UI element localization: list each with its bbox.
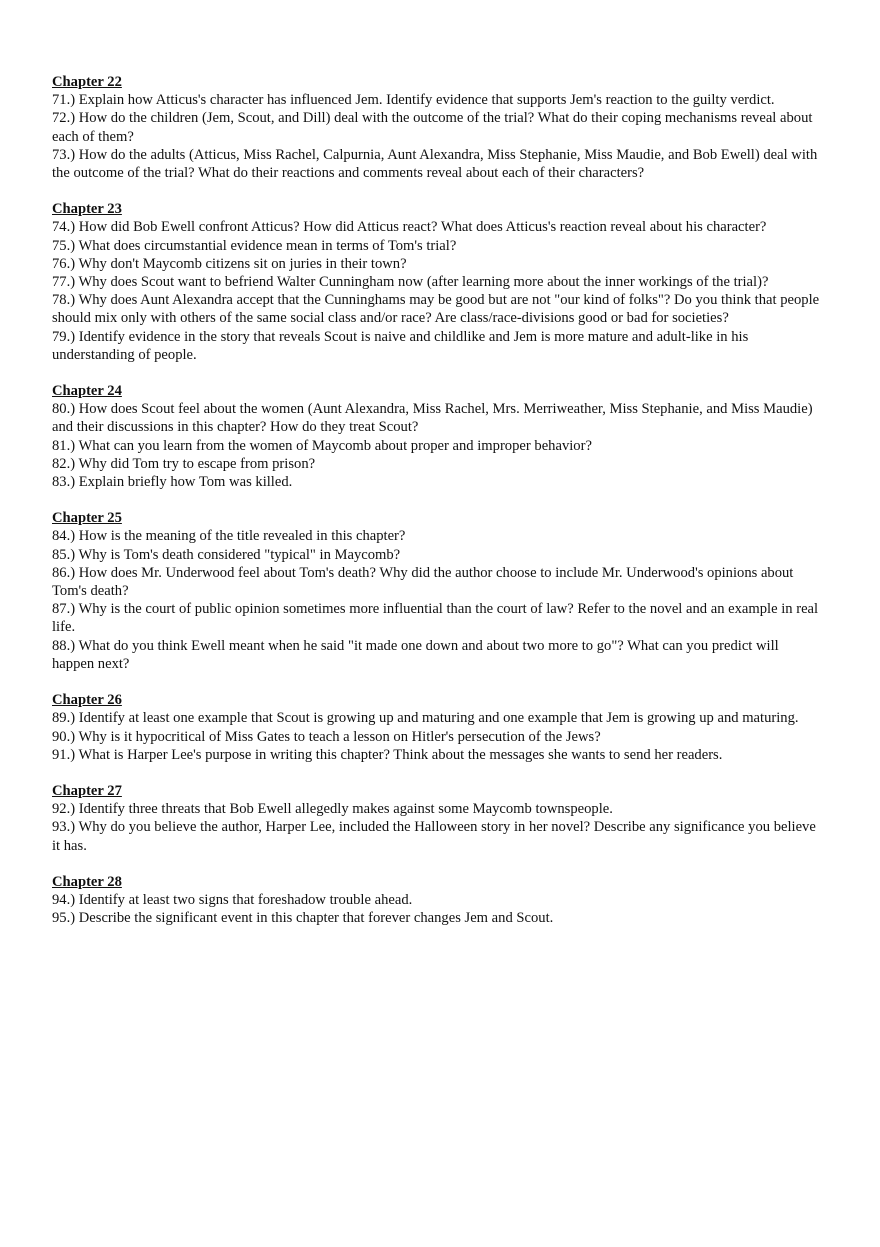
chapter-26-section	[52, 691, 824, 764]
question-79: 79.) Identify evidence in the story that reveals Scout is naive and childlike and Jem is more mature and adult-like in his understanding of people.	[52, 328, 749, 363]
question-86: 86.) How does Mr. Underwood feel about Tom's death? Why did the author choose to include Mr. Underwood's opinions about Tom's death?	[52, 564, 794, 600]
question-94: 94.) Identify at least two signs that foreshadow trouble ahead.	[52, 891, 413, 908]
question-90: 90.) Why is it hypocritical of Miss Gates to teach a lesson on Hitler's persecution of the Jews?	[52, 728, 601, 745]
question-73: 73.) How do the adults (Atticus, Miss Rachel, Calpurnia, Aunt Alexandra, Miss Stephanie, Miss Maudie, and Bob Ewell) deal with the outcome of the trial? What do their reactions and comments reveal about each of their characters?	[52, 146, 818, 182]
question-71: 71.) Explain how Atticus's character has influenced Jem. Identify evidence that supports Jem's reaction to the guilty verdict.	[52, 92, 775, 109]
chapter-heading: Chapter 23	[52, 201, 122, 218]
question-81: 81.) What can you learn from the women of Maycomb about proper and improper behavior?	[52, 437, 592, 454]
question-87: 87.) Why is the court of public opinion sometimes more influential than the court of law? Refer to the novel and an example in real life.	[52, 601, 819, 636]
chapter-22-section	[52, 73, 824, 182]
question-76: 76.) Why don't Maycomb citizens sit on juries in their town?	[52, 255, 407, 272]
chapter-25-section	[52, 509, 824, 673]
chapter-heading: Chapter 27	[52, 782, 122, 799]
question-88: 88.) What do you think Ewell meant when he said "it made one down and about two more to go"? What can you predict will happen next?	[52, 637, 779, 672]
chapter-heading: Chapter 25	[52, 510, 122, 527]
chapter-27-section	[52, 782, 824, 855]
question-93: 93.) Why do you believe the author, Harper Lee, included the Halloween story in her novel? Describe any significance you believe it has.	[52, 819, 816, 854]
question-85: 85.) Why is Tom's death considered "typical" in Maycomb?	[52, 546, 401, 563]
question-80: 80.) How does Scout feel about the women (Aunt Alexandra, Miss Rachel, Mrs. Merriweather, Miss Stephanie, and Miss Maudie) and their discussions in this chapter? How do they treat Scout?	[52, 401, 813, 436]
chapter-23-section	[52, 200, 824, 364]
chapter-heading: Chapter 24	[52, 383, 122, 400]
question-77: 77.) Why does Scout want to befriend Walter Cunningham now (after learning more about the inner workings of the trial)?	[52, 274, 769, 291]
chapter-heading: Chapter 26	[52, 692, 122, 709]
question-92: 92.) Identify three threats that Bob Ewell allegedly makes against some Maycomb townspeople.	[52, 801, 613, 818]
question-74: 74.) How did Bob Ewell confront Atticus? How did Atticus react? What does Atticus's reaction reveal about his character?	[52, 219, 767, 236]
question-91: 91.) What is Harper Lee's purpose in writing this chapter? Think about the messages she wants to send her readers.	[52, 746, 723, 763]
question-82: 82.) Why did Tom try to escape from prison?	[52, 455, 316, 472]
chapter-heading: Chapter 22	[52, 74, 122, 90]
question-84: 84.) How is the meaning of the title revealed in this chapter?	[52, 528, 406, 545]
question-83: 83.) Explain briefly how Tom was killed.	[52, 474, 293, 491]
chapter-heading: Chapter 28	[52, 873, 122, 890]
question-95: 95.) Describe the significant event in this chapter that forever changes Jem and Scout.	[52, 910, 554, 927]
question-89: 89.) Identify at least one example that Scout is growing up and maturing and one example that Jem is growing up and maturing.	[52, 710, 799, 727]
question-document	[52, 73, 824, 945]
question-72: 72.) How do the children (Jem, Scout, and Dill) deal with the outcome of the trial? What do their coping mechanisms reveal about each of them?	[52, 110, 813, 145]
chapter-28-section	[52, 873, 824, 928]
question-75: 75.) What does circumstantial evidence mean in terms of Tom's trial?	[52, 237, 457, 254]
chapter-24-section	[52, 382, 824, 491]
question-78: 78.) Why does Aunt Alexandra accept that the Cunninghams may be good but are not "our kind of folks"? Do you think that people should mix only with others of the same social class and/or race? Are class/race-divisions good or bad for societies?	[52, 292, 820, 327]
